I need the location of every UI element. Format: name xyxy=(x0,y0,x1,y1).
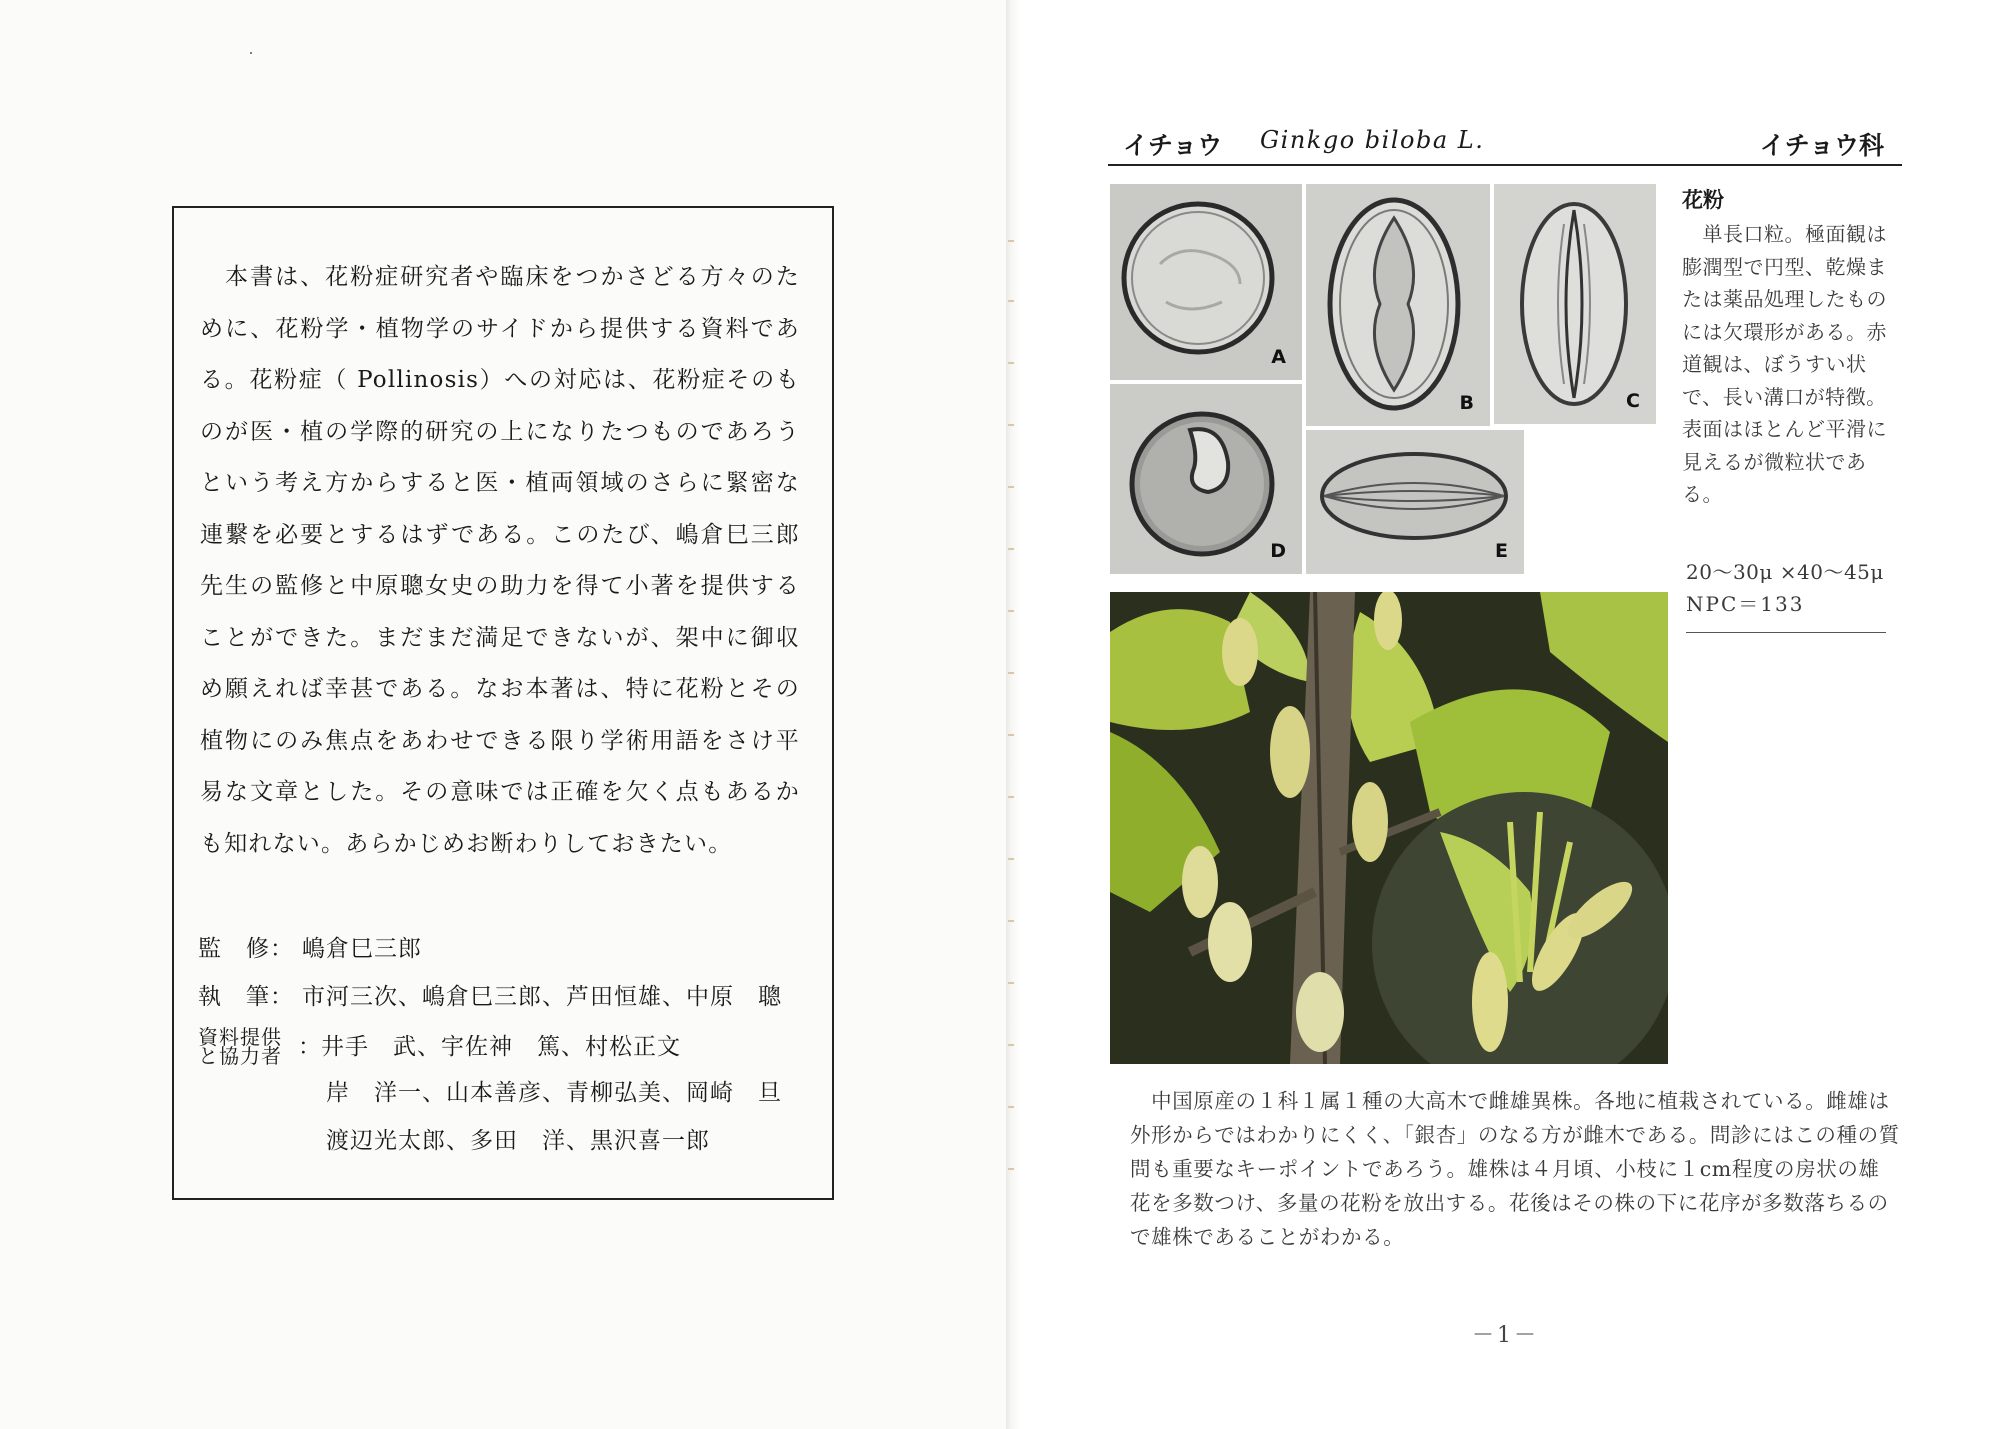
binding-stitch xyxy=(1008,1106,1014,1108)
micrograph-a xyxy=(1110,184,1302,380)
contributors-colon: ： xyxy=(298,1034,321,1060)
species-scientific-name: Ginkgo biloba L. xyxy=(1260,126,1485,154)
binding-stitch xyxy=(1008,796,1014,798)
authors-names: 市河三次、嶋倉巳三郎、芦田恒雄、中原 聰 xyxy=(302,984,782,1010)
contributors-line-2: 岸 洋一、山本善彦、青柳弘美、岡崎 旦 xyxy=(326,1080,782,1106)
supervisor-label: 監 修： xyxy=(198,936,294,962)
species-header xyxy=(1108,126,1902,166)
binding-stitch xyxy=(1008,300,1014,302)
binding-stitch xyxy=(1008,858,1014,860)
species-japanese-name: イチョウ xyxy=(1123,131,1223,160)
binding-stitch xyxy=(1008,362,1014,364)
micrograph-d xyxy=(1110,384,1302,574)
contributors-label-line-1: 資料提供 xyxy=(198,1025,282,1049)
page-number: －1－ xyxy=(1472,1323,1539,1348)
binding-stitch xyxy=(1008,1168,1014,1170)
micrograph-c xyxy=(1494,184,1656,424)
binding-stitch xyxy=(1008,548,1014,550)
pollen-npc: NPC＝133 xyxy=(1686,592,1805,616)
pollen-heading: 花粉 xyxy=(1682,188,1724,212)
micrograph-e xyxy=(1306,430,1524,574)
contributors-line-1: 井手 武、宇佐神 篤、村松正文 xyxy=(321,1034,681,1060)
credit-supervisor xyxy=(198,930,422,963)
binding-stitch xyxy=(1008,920,1014,922)
micrograph-label-d: D xyxy=(1270,540,1286,562)
binding-stitch xyxy=(1008,982,1014,984)
binding-stitch xyxy=(1008,240,1014,242)
credit-contributors xyxy=(198,1025,681,1068)
supervisor-name: 嶋倉巳三郎 xyxy=(302,936,422,962)
binding-stitch xyxy=(1008,672,1014,674)
contributors-line-3: 渡辺光太郎、多田 洋、黒沢喜一郎 xyxy=(326,1128,710,1154)
micrograph-label-a: A xyxy=(1271,346,1286,368)
ginkgo-photo xyxy=(1110,592,1668,1064)
contributors-label-line-2: と協力者 xyxy=(198,1044,282,1068)
preface-text: 本書は、花粉症研究者や臨床をつかさどる方々のために、花粉学・植物学のサイドから提供する資料である。花粉症（ Pollinosis）への対応は、花粉症そのものが医・植の学際的研究の上になりたつものであろうという考え方からすると医・植両領域のさらに緊密な連繋を必要とするはずである。このたび、嶋倉巳三郎先生の監修と中原聰女史の助力を得て小著を提供することができた。まだまだ満足できないが、架中に御収め願えれば幸甚である。なお本著は、特に花粉とその植物にのみ焦点をあわせできる限り学術用語をさけ平易な文章とした。その意味では正確を欠く点もあるかも知れない。あらかじめお断わりしておきたい。 xyxy=(200,264,800,857)
binding-stitch xyxy=(1008,610,1014,612)
micrograph-label-b: B xyxy=(1459,392,1474,414)
credit-authors xyxy=(198,978,782,1011)
binding-stitch xyxy=(1008,734,1014,736)
photo-caption: 中国原産の１科１属１種の大高木で雌雄異株。各地に植栽されている。雌雄は外形からではわかりにくく、「銀杏」のなる方が雌木である。問診にはこの種の質問も重要なキーポイントであろう。雄株は４月頃、小枝に１cm程度の房状の雄花を多数つけ、多量の花粉を放出する。花後はその株の下に花序が多数落ちるので雄株であることがわかる。 xyxy=(1130,1089,1900,1249)
pollen-description: 単長口粒。極面観は膨潤型で円型、乾燥または薬品処理したものには欠環形がある。赤道観は、ぼうすい状で、長い溝口が特徴。 表面はほとんど平滑に見えるが微粒状である。 xyxy=(1682,222,1898,506)
paper-speck xyxy=(250,52,252,54)
header-rule xyxy=(1108,164,1902,166)
micrograph-label-e: E xyxy=(1495,540,1508,562)
side-rule xyxy=(1686,632,1886,633)
contributors-label xyxy=(198,1025,298,1068)
preface-box xyxy=(172,206,834,1200)
species-family: イチョウ科 xyxy=(1759,131,1884,160)
binding-stitch xyxy=(1008,486,1014,488)
authors-label: 執 筆： xyxy=(198,984,294,1010)
pollen-size: 20〜30μ ×40〜45μ xyxy=(1686,560,1884,584)
micrograph-label-c: C xyxy=(1626,390,1640,412)
binding-stitch xyxy=(1008,424,1014,426)
micrograph-b xyxy=(1306,184,1490,426)
binding-stitch xyxy=(1008,1044,1014,1046)
book-gutter xyxy=(1006,0,1020,1429)
pollen-description-block xyxy=(1682,184,1898,511)
